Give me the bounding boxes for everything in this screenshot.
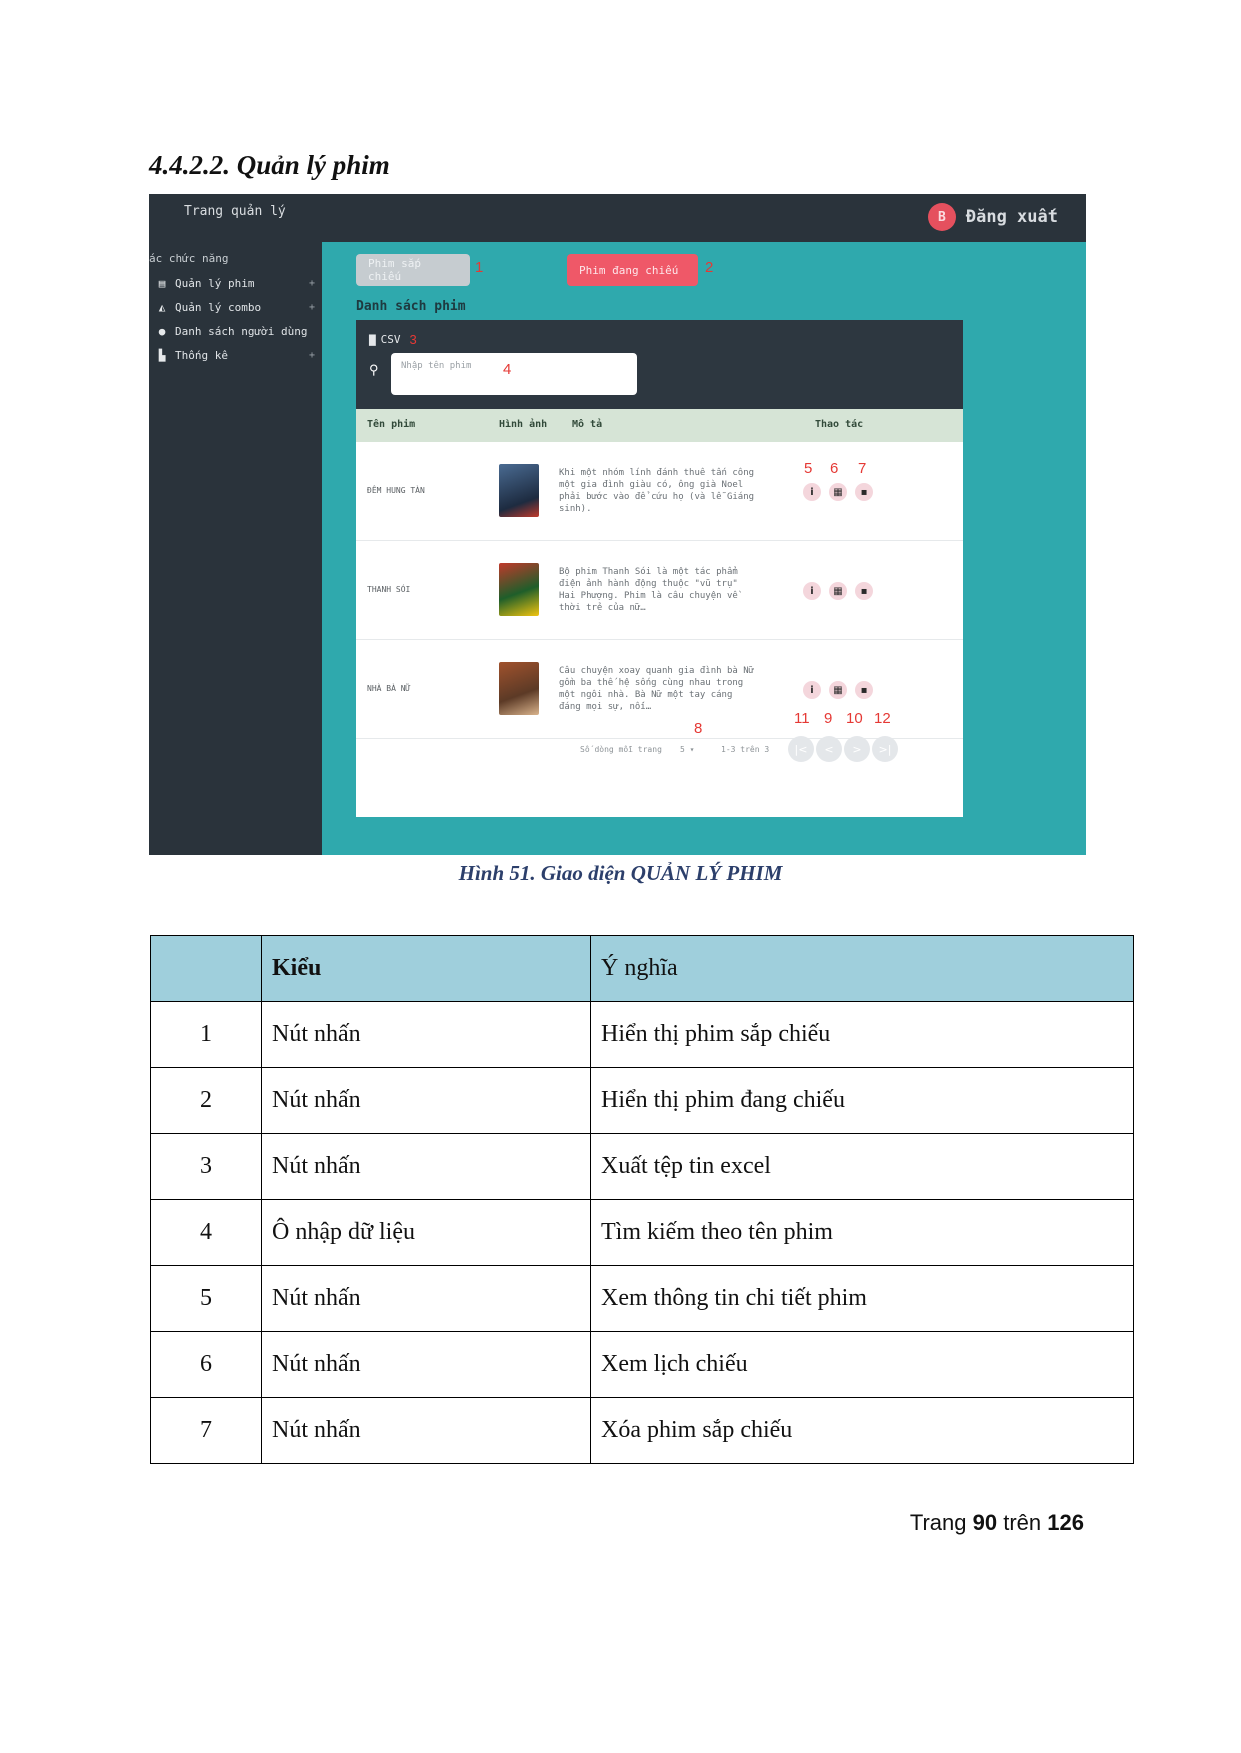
calendar-icon[interactable]: ▦ [829, 681, 847, 699]
row-type: Nút nhấn [262, 1266, 591, 1332]
pagination-controls [788, 736, 898, 762]
callout-1: 1 [475, 259, 484, 276]
callout-11: 11 [794, 710, 810, 727]
table-row [356, 541, 963, 640]
calendar-icon[interactable]: ▦ [829, 582, 847, 600]
table-header-row [151, 936, 1134, 1002]
callout-2: 2 [705, 259, 714, 276]
rows-per-page-select[interactable] [680, 745, 694, 754]
row-number: 4 [151, 1200, 262, 1266]
row-actions [803, 483, 873, 501]
next-page-icon[interactable]: > [844, 736, 870, 762]
row-meaning: Hiển thị phim sắp chiếu [591, 1002, 1134, 1068]
callout-8: 8 [694, 720, 703, 737]
rows-per-page-label: Số dòng mỗi trang [580, 745, 662, 754]
search-placeholder: Nhập tên phim [401, 361, 472, 371]
figure-caption: Hình 51. Giao diện QUẢN LÝ PHIM [458, 861, 783, 885]
page-total: 126 [1047, 1510, 1084, 1535]
sidebar-item-combo[interactable] [155, 296, 319, 318]
top-bar [149, 194, 1086, 242]
row-type: Nút nhấn [262, 1134, 591, 1200]
sidebar-item-users[interactable] [155, 320, 319, 342]
callout-9: 9 [824, 710, 833, 727]
movie-name: THANH SÓI [367, 585, 411, 594]
main-content [322, 242, 1086, 855]
page-middle: trên [1003, 1510, 1042, 1535]
sidebar-item-stats[interactable] [155, 344, 319, 366]
chart-icon: ▙ [158, 348, 166, 362]
movie-poster [499, 563, 539, 616]
column-actions: Thao tác [815, 419, 864, 430]
logout-button[interactable] [928, 200, 1058, 234]
callout-5: 5 [804, 460, 813, 477]
row-number: 7 [151, 1398, 262, 1464]
info-icon[interactable]: i [803, 483, 821, 501]
panel-header [356, 320, 963, 409]
list-title: Danh sách phim [356, 299, 466, 314]
search-input[interactable] [391, 353, 637, 395]
callout-6: 6 [830, 460, 839, 477]
column-description: Mô tả [572, 419, 603, 430]
sidebar-item-label: Danh sách người dùng [175, 324, 308, 338]
row-number: 5 [151, 1266, 262, 1332]
sidebar-item-label: Thống kê [175, 348, 228, 362]
csv-export-button[interactable] [369, 332, 417, 347]
row-type: Nút nhấn [262, 1398, 591, 1464]
trash-icon[interactable]: ▪ [855, 483, 873, 501]
sidebar-item-label: Quản lý combo [175, 300, 262, 314]
movie-description: Câu chuyện xoay quanh gia đình bà Nữ gồm ba thế hệ sống cùng nhau trong một ngôi nhà. Bà Nữ một tay cáng đáng mọi sự, nối… [559, 666, 755, 712]
rows-per-page-value: 5 [680, 745, 685, 754]
user-icon: ● [158, 324, 166, 338]
table-row [151, 1332, 1134, 1398]
film-icon: ▤ [158, 276, 166, 290]
callout-12: 12 [874, 710, 891, 727]
page-current: 90 [972, 1510, 998, 1535]
plus-icon: + [308, 349, 315, 361]
row-number: 1 [151, 1002, 262, 1068]
table-row [151, 1200, 1134, 1266]
meaning-table [150, 935, 1134, 1464]
callout-3: 3 [409, 332, 417, 347]
row-type: Nút nhấn [262, 1002, 591, 1068]
first-page-icon[interactable]: |< [788, 736, 814, 762]
row-actions [803, 582, 873, 600]
movie-name: NHÀ BÀ NỮ [367, 684, 411, 693]
row-number: 2 [151, 1068, 262, 1134]
avatar: B [928, 203, 956, 231]
tab-upcoming-movies[interactable]: Phim sắp chiếu [356, 254, 470, 286]
column-name: Tên phim [367, 419, 416, 430]
row-type: Ô nhập dữ liệu [262, 1200, 591, 1266]
sidebar-item-movies[interactable] [155, 272, 319, 294]
table-row [151, 1134, 1134, 1200]
pizza-icon: ◭ [158, 300, 166, 314]
movie-management-screenshot [149, 194, 1086, 855]
movie-name: ĐÊM HUNG TÀN [367, 486, 425, 495]
table-footer [356, 710, 963, 817]
row-actions [803, 681, 873, 699]
prev-page-icon[interactable]: < [816, 736, 842, 762]
row-meaning: Tìm kiếm theo tên phim [591, 1200, 1134, 1266]
csv-label: CSV [380, 333, 401, 346]
info-icon[interactable]: i [803, 681, 821, 699]
section-heading: 4.4.2.2. Quản lý phim [149, 150, 390, 180]
page-prefix: Trang [909, 1510, 967, 1535]
callout-4: 4 [503, 361, 512, 378]
table-row [151, 1266, 1134, 1332]
row-type: Nút nhấn [262, 1068, 591, 1134]
tab-showing-movies[interactable]: Phim đang chiếu [567, 254, 698, 286]
row-meaning: Xuất tệp tin excel [591, 1134, 1134, 1200]
movie-description: Bộ phim Thanh Sói là một tác phẩm điện ảnh hành động thuộc "vũ trụ" Hai Phượng. Phim là câu chuyện về thời trẻ của nữ… [559, 567, 738, 613]
trash-icon[interactable]: ▪ [855, 582, 873, 600]
table-row [356, 442, 963, 541]
callout-10: 10 [846, 710, 863, 727]
sidebar [149, 242, 322, 855]
table-row [151, 1398, 1134, 1464]
table-row [356, 640, 963, 739]
plus-icon: + [308, 277, 315, 289]
sidebar-item-label: Quản lý phim [175, 276, 255, 290]
calendar-icon[interactable]: ▦ [829, 483, 847, 501]
header-meaning: Ý nghĩa [591, 936, 1134, 1002]
movie-description: Khi một nhóm lính đánh thuê tấn công một gia đình giàu có, ông già Noel phải bước vào để cứu họ (và lễ Giáng sinh). [559, 468, 755, 514]
pagination-range: 1-3 trên 3 [721, 745, 770, 754]
header-number [151, 936, 262, 1002]
logout-label: Đăng xuất [965, 207, 1058, 227]
column-image: Hình ảnh [499, 419, 548, 430]
table-row [151, 1002, 1134, 1068]
table-row [151, 1068, 1134, 1134]
callout-7: 7 [858, 460, 867, 477]
file-icon: ▇ [369, 333, 376, 346]
chevron-down-icon: ▾ [689, 745, 695, 754]
row-type: Nút nhấn [262, 1332, 591, 1398]
page-number [910, 1510, 1084, 1536]
row-meaning: Xóa phim sắp chiếu [591, 1398, 1134, 1464]
row-number: 3 [151, 1134, 262, 1200]
last-page-icon[interactable]: >| [872, 736, 898, 762]
app-title: Trang quản lý [184, 204, 286, 219]
sidebar-caption: ác chức năng [149, 252, 229, 265]
movie-table-panel [356, 320, 963, 817]
movie-poster [499, 662, 539, 715]
search-icon: ⚲ [369, 363, 379, 378]
header-type: Kiểu [262, 936, 591, 1002]
movie-poster [499, 464, 539, 517]
table-header [356, 409, 963, 442]
row-meaning: Xem lịch chiếu [591, 1332, 1134, 1398]
row-number: 6 [151, 1332, 262, 1398]
row-meaning: Xem thông tin chi tiết phim [591, 1266, 1134, 1332]
row-meaning: Hiển thị phim đang chiếu [591, 1068, 1134, 1134]
info-icon[interactable]: i [803, 582, 821, 600]
trash-icon[interactable]: ▪ [855, 681, 873, 699]
plus-icon: + [308, 301, 315, 313]
